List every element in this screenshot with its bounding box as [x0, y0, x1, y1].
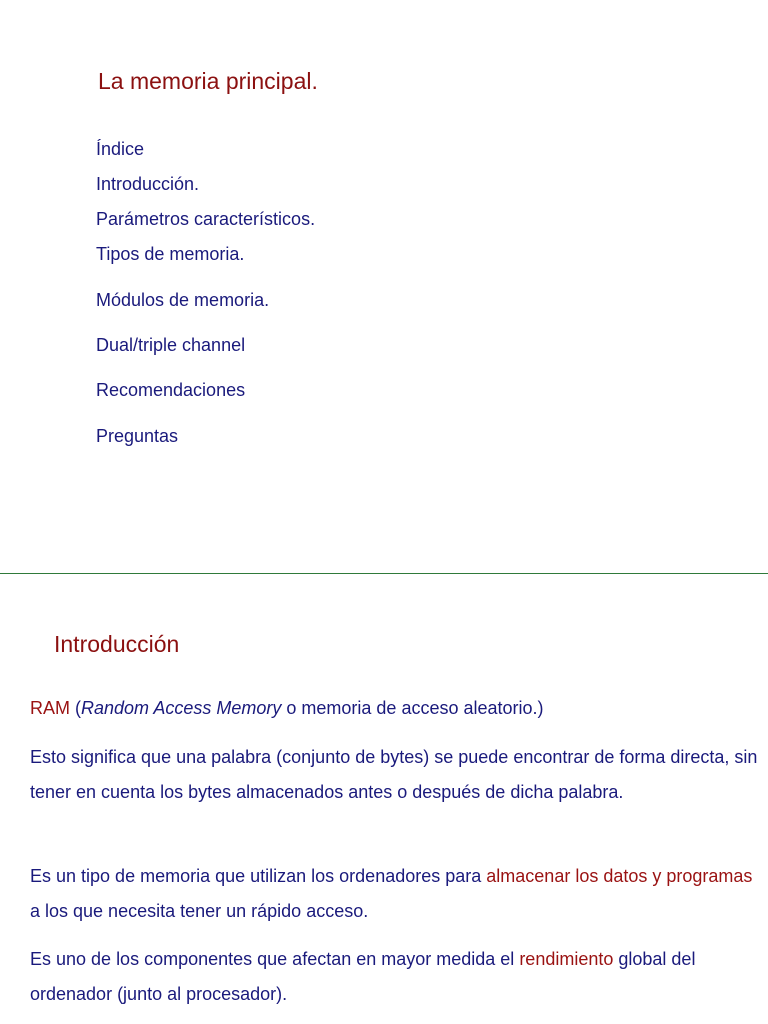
paragraph-ram: [30, 691, 760, 726]
ram-term: RAM: [30, 698, 70, 718]
toc-heading-indice: Índice: [96, 139, 145, 159]
section-title: Introducción: [54, 631, 180, 657]
purpose-text-before: Es un tipo de memoria que utilizan los ordenadores para: [30, 866, 487, 886]
toc-item-introduccion: Introducción.: [96, 174, 200, 194]
toc-item-dual-triple: Dual/triple channel: [96, 335, 246, 355]
toc-item-tipos: Tipos de memoria.: [96, 244, 245, 264]
paragraph-purpose: [30, 859, 760, 929]
performance-text-after: global del ordenador (junto al procesador).: [30, 949, 696, 1004]
table-of-contents: [96, 0, 696, 460]
toc-item-modulos: Módulos de memoria.: [96, 290, 270, 310]
ram-definition: o memoria de acceso aleatorio.): [281, 698, 544, 718]
performance-highlight: rendimiento: [519, 949, 614, 969]
purpose-highlight: almacenar los datos y programas: [486, 866, 753, 886]
performance-text-before: Es uno de los componentes que afectan en mayor medida el: [30, 949, 520, 969]
paragraph-performance: [30, 942, 760, 1012]
toc-item-recomendaciones: Recomendaciones: [96, 380, 246, 400]
slide-title: La memoria principal.: [98, 68, 318, 94]
purpose-text-after: a los que necesita tener un rápido acceso.: [30, 901, 369, 921]
paragraph-meaning: Esto significa que una palabra (conjunto de bytes) se puede encontrar de forma directa, sin tener en cuenta los bytes almacenados antes o después de dicha palabra.: [30, 747, 758, 802]
ram-expansion: Random Access Memory: [81, 698, 282, 718]
paren-open: (: [70, 698, 81, 718]
toc-item-parametros: Parámetros característicos.: [96, 209, 316, 229]
toc-item-preguntas: Preguntas: [96, 426, 179, 446]
slide-divider: [0, 573, 768, 574]
